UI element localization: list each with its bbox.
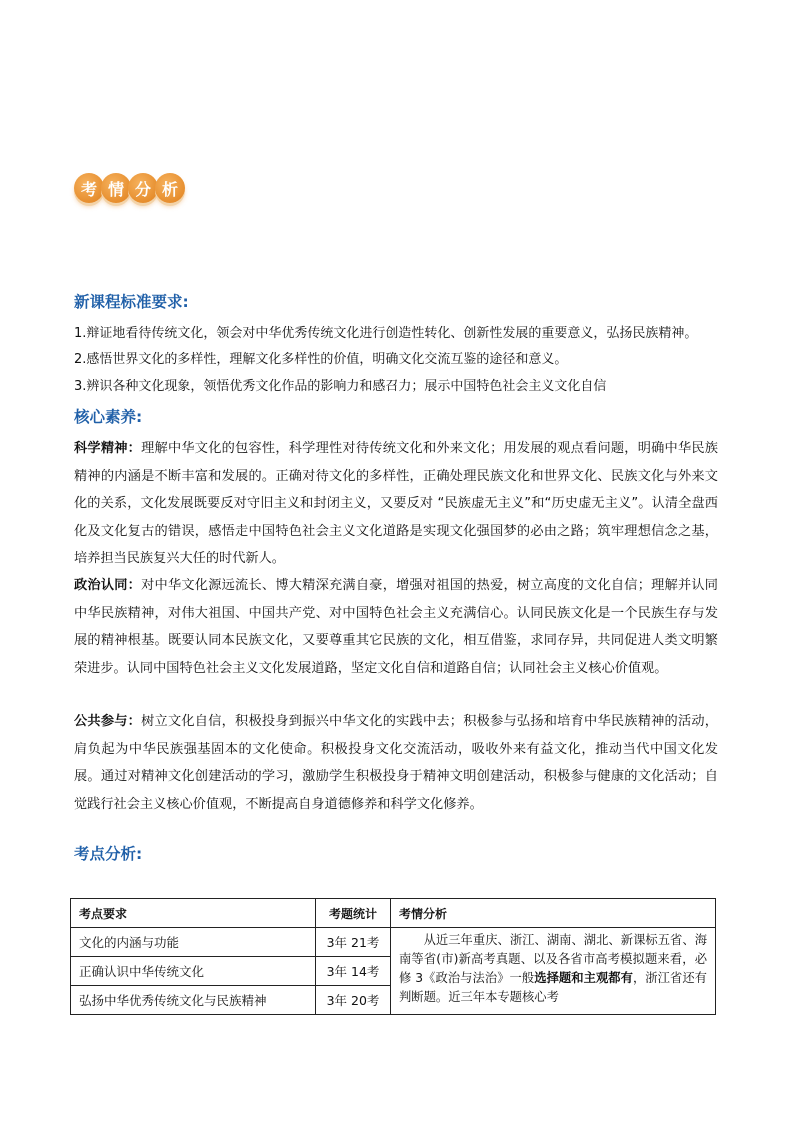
core-item-text: 对中华文化源远流长、博大精深充满自豪，增强对祖国的热爱，树立高度的文化自信；理解并认同中华民族精神，对伟大祖国、中国共产党、对中国特色社会主义充满信心。认同民族文化是一个民族生存与发展的精神根基。既要认同本民族文化，又要尊重其它民族的文化，相互借鉴，求同存异，共同促进人类文明繁荣进步。认同中国特色社会主义文化发展道路，坚定文化自信和道路自信；认同社会主义核心价值观。 (74, 578, 718, 676)
exam-heading: 考点分析: (74, 845, 143, 863)
core-item-science (74, 435, 718, 573)
standard-heading: 新课程标准要求: (74, 293, 189, 311)
badge-char: 考 (74, 173, 104, 203)
table-row (71, 928, 716, 957)
core-heading: 核心素养: (74, 408, 143, 426)
table-header-cell: 考点要求 (71, 899, 316, 928)
badge-char: 析 (155, 173, 185, 203)
badge-char: 分 (128, 173, 158, 203)
analysis-cell (391, 928, 716, 1015)
table-header-row (71, 899, 716, 928)
core-item-label: 公共参与： (74, 714, 142, 729)
standard-item: 3.辨识各种文化现象，领悟优秀文化作品的影响力和感召力；展示中国特色社会主义文化自信 (74, 379, 607, 394)
standard-item: 1.辩证地看待传统文化，领会对中华优秀传统文化进行创造性转化、创新性发展的重要意义，弘扬民族精神。 (74, 326, 698, 341)
topic-cell: 弘扬中华优秀传统文化与民族精神 (71, 986, 316, 1015)
analysis-text: 从近三年重庆、浙江、湖南、湖北、新课标五省、海南等省(市)新高考真题、以及各省市高考模拟题来看，必修 3《政治与法治》一般 (399, 932, 707, 985)
standard-item: 2.感悟世界文化的多样性，理解文化多样性的价值，明确文化交流互鉴的途径和意义。 (74, 352, 568, 367)
table-header-cell: 考题统计 (316, 899, 391, 928)
topic-cell: 正确认识中华传统文化 (71, 957, 316, 986)
badge-char: 情 (101, 173, 131, 203)
core-item-label: 科学精神： (74, 441, 142, 456)
core-item-public (74, 708, 718, 818)
count-cell: 3年 20考 (316, 986, 391, 1015)
core-item-label: 政治认同： (74, 578, 142, 593)
count-cell: 3年 21考 (316, 928, 391, 957)
count-cell: 3年 14考 (316, 957, 391, 986)
topic-cell: 文化的内涵与功能 (71, 928, 316, 957)
analysis-text: ，浙江省还有判断题。近三年本专题核心考 (399, 970, 707, 1004)
table-header-cell: 考情分析 (391, 899, 716, 928)
core-item-political (74, 572, 718, 682)
exam-analysis-table (70, 898, 716, 1015)
core-item-text: 树立文化自信，积极投身到振兴中华文化的实践中去；积极参与弘扬和培育中华民族精神的活动，肩负起为中华民族强基固本的文化使命。积极投身文化交流活动，吸收外来有益文化，推动当代中国文化发展。通过对精神文化创建活动的学习，激励学生积极投身于精神文明创建活动，积极参与健康的文化活动；自觉践行社会主义核心价值观，不断提高自身道德修养和科学文化修养。 (74, 714, 718, 812)
section-badge-exam-analysis (74, 173, 182, 217)
core-item-text: 理解中华文化的包容性，科学理性对待传统文化和外来文化；用发展的观点看问题，明确中华民族精神的内涵是不断丰富和发展的。正确对待文化的多样性，正确处理民族文化和世界文化、民族文化与外来文化的关系，文化发展既要反对守旧主义和封闭主义，又要反对 “民族虚无主义”和“历史虚无主义”。认清全盘西化及文化复古的错误，感悟走中国特色社会主义文化道路是实现文化强国梦的必由之路；筑牢理想信念之基，培养担当民族复兴大任的时代新人。 (74, 441, 718, 566)
analysis-text-bold: 选择题和主观都有 (534, 970, 633, 985)
